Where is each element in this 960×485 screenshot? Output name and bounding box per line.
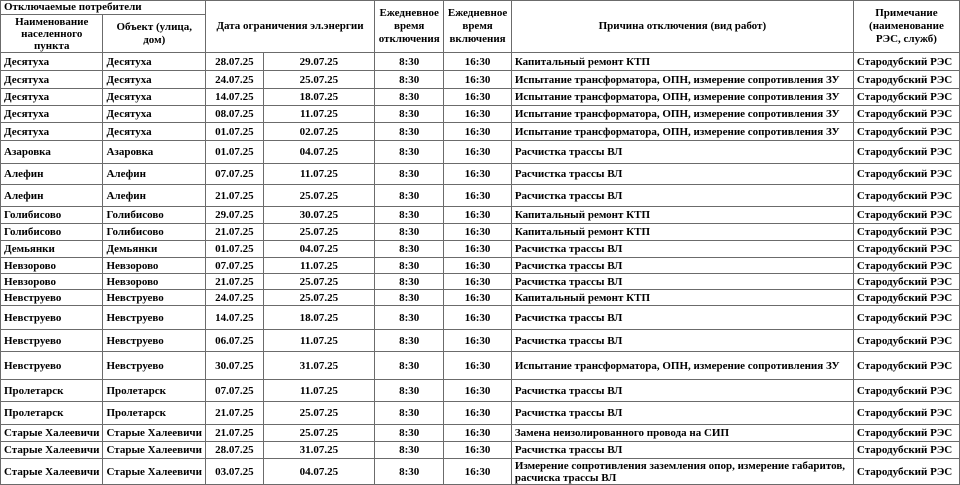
cell-date-to: 11.07.25: [263, 258, 374, 274]
cell-off-time: 8:30: [375, 459, 444, 485]
cell-object: Невзорово: [103, 274, 205, 290]
header-object: Объект (улица, дом): [103, 15, 205, 53]
cell-locality: Алефин: [1, 185, 103, 207]
table-row: [1, 185, 960, 207]
cell-on-time: 16:30: [444, 106, 512, 123]
cell-on-time: 16:30: [444, 425, 512, 442]
cell-locality: Невструево: [1, 330, 103, 352]
cell-date-from: 07.07.25: [205, 164, 263, 185]
cell-off-time: 8:30: [375, 185, 444, 207]
cell-locality: Невструево: [1, 352, 103, 380]
cell-locality: Невструево: [1, 290, 103, 306]
cell-date-from: 21.07.25: [205, 185, 263, 207]
cell-off-time: 8:30: [375, 89, 444, 106]
cell-locality: Старые Халеевичи: [1, 425, 103, 442]
cell-date-to: 31.07.25: [263, 442, 374, 459]
cell-date-from: 06.07.25: [205, 330, 263, 352]
table-row: [1, 459, 960, 485]
table-row: [1, 380, 960, 402]
cell-date-from: 21.07.25: [205, 274, 263, 290]
table-row: [1, 71, 960, 89]
cell-note: Стародубский РЭС: [853, 185, 959, 207]
cell-date-to: 30.07.25: [263, 207, 374, 224]
cell-date-to: 25.07.25: [263, 185, 374, 207]
cell-on-time: 16:30: [444, 185, 512, 207]
cell-off-time: 8:30: [375, 241, 444, 258]
cell-off-time: 8:30: [375, 274, 444, 290]
cell-off-time: 8:30: [375, 306, 444, 330]
cell-on-time: 16:30: [444, 164, 512, 185]
cell-reason: Замена неизолированного провода на СИП: [511, 425, 853, 442]
table-row: [1, 123, 960, 141]
cell-date-from: 14.07.25: [205, 306, 263, 330]
cell-on-time: 16:30: [444, 442, 512, 459]
table-row: [1, 53, 960, 71]
cell-date-to: 25.07.25: [263, 402, 374, 425]
table-row: [1, 290, 960, 306]
table-row: [1, 425, 960, 442]
cell-off-time: 8:30: [375, 330, 444, 352]
cell-date-from: 03.07.25: [205, 459, 263, 485]
cell-object: Старые Халеевичи: [103, 459, 205, 485]
cell-object: Невструево: [103, 352, 205, 380]
cell-date-to: 25.07.25: [263, 425, 374, 442]
cell-locality: Десятуха: [1, 123, 103, 141]
cell-date-to: 04.07.25: [263, 241, 374, 258]
header-reason: Причина отключения (вид работ): [511, 1, 853, 53]
table-row: [1, 141, 960, 164]
cell-date-from: 21.07.25: [205, 224, 263, 241]
table-row: [1, 330, 960, 352]
cell-on-time: 16:30: [444, 53, 512, 71]
cell-on-time: 16:30: [444, 402, 512, 425]
header-dates: Дата ограничения эл.энергии: [205, 1, 374, 53]
cell-date-to: 25.07.25: [263, 224, 374, 241]
cell-reason: Расчистка трассы ВЛ: [511, 258, 853, 274]
table-row: [1, 241, 960, 258]
cell-off-time: 8:30: [375, 106, 444, 123]
cell-note: Стародубский РЭС: [853, 425, 959, 442]
cell-date-to: 11.07.25: [263, 106, 374, 123]
cell-locality: Десятуха: [1, 53, 103, 71]
cell-on-time: 16:30: [444, 141, 512, 164]
cell-locality: Невструево: [1, 306, 103, 330]
cell-date-to: 25.07.25: [263, 290, 374, 306]
cell-date-from: 14.07.25: [205, 89, 263, 106]
table-row: [1, 402, 960, 425]
cell-date-to: 04.07.25: [263, 459, 374, 485]
cell-date-from: 30.07.25: [205, 352, 263, 380]
cell-locality: Демьянки: [1, 241, 103, 258]
cell-date-from: 24.07.25: [205, 290, 263, 306]
cell-date-to: 18.07.25: [263, 306, 374, 330]
cell-object: Азаровка: [103, 141, 205, 164]
cell-object: Десятуха: [103, 89, 205, 106]
cell-off-time: 8:30: [375, 53, 444, 71]
cell-on-time: 16:30: [444, 241, 512, 258]
cell-date-to: 04.07.25: [263, 141, 374, 164]
cell-off-time: 8:30: [375, 207, 444, 224]
cell-note: Стародубский РЭС: [853, 71, 959, 89]
cell-note: Стародубский РЭС: [853, 258, 959, 274]
cell-date-to: 31.07.25: [263, 352, 374, 380]
cell-object: Невструево: [103, 330, 205, 352]
cell-on-time: 16:30: [444, 207, 512, 224]
cell-on-time: 16:30: [444, 274, 512, 290]
cell-date-from: 01.07.25: [205, 141, 263, 164]
cell-on-time: 16:30: [444, 459, 512, 485]
cell-note: Стародубский РЭС: [853, 141, 959, 164]
cell-on-time: 16:30: [444, 71, 512, 89]
header-locality: Наименование населенного пункта: [1, 15, 103, 53]
cell-locality: Алефин: [1, 164, 103, 185]
cell-object: Голибисово: [103, 207, 205, 224]
cell-on-time: 16:30: [444, 290, 512, 306]
cell-locality: Невзорово: [1, 274, 103, 290]
cell-locality: Пролетарск: [1, 380, 103, 402]
cell-reason: Испытание трансформатора, ОПН, измерение сопротивления ЗУ: [511, 71, 853, 89]
cell-object: Невструево: [103, 290, 205, 306]
cell-reason: Расчистка трассы ВЛ: [511, 306, 853, 330]
table-row: [1, 89, 960, 106]
cell-note: Стародубский РЭС: [853, 352, 959, 380]
cell-reason: Расчистка трассы ВЛ: [511, 402, 853, 425]
cell-locality: Старые Халеевичи: [1, 442, 103, 459]
cell-reason: Испытание трансформатора, ОПН, измерение сопротивления ЗУ: [511, 106, 853, 123]
cell-object: Десятуха: [103, 71, 205, 89]
table-row: [1, 258, 960, 274]
cell-note: Стародубский РЭС: [853, 241, 959, 258]
cell-object: Десятуха: [103, 123, 205, 141]
cell-off-time: 8:30: [375, 224, 444, 241]
cell-object: Старые Халеевичи: [103, 425, 205, 442]
header-on-time: Ежедневное время включения: [444, 1, 512, 53]
cell-reason: Расчистка трассы ВЛ: [511, 274, 853, 290]
cell-note: Стародубский РЭС: [853, 306, 959, 330]
cell-date-from: 08.07.25: [205, 106, 263, 123]
table-row: [1, 164, 960, 185]
cell-note: Стародубский РЭС: [853, 106, 959, 123]
cell-on-time: 16:30: [444, 258, 512, 274]
cell-object: Голибисово: [103, 224, 205, 241]
cell-reason: Расчистка трассы ВЛ: [511, 442, 853, 459]
cell-off-time: 8:30: [375, 425, 444, 442]
table-row: [1, 207, 960, 224]
cell-date-to: 25.07.25: [263, 274, 374, 290]
cell-date-to: 29.07.25: [263, 53, 374, 71]
header-group: Отключаемые потребители: [1, 1, 206, 15]
cell-date-from: 24.07.25: [205, 71, 263, 89]
cell-object: Пролетарск: [103, 402, 205, 425]
cell-object: Старые Халеевичи: [103, 442, 205, 459]
cell-object: Невзорово: [103, 258, 205, 274]
table-row: [1, 442, 960, 459]
cell-off-time: 8:30: [375, 402, 444, 425]
header-off-time: Ежедневное время отключения: [375, 1, 444, 53]
cell-date-from: 28.07.25: [205, 442, 263, 459]
cell-on-time: 16:30: [444, 306, 512, 330]
cell-date-to: 18.07.25: [263, 89, 374, 106]
cell-date-to: 11.07.25: [263, 330, 374, 352]
cell-date-from: 21.07.25: [205, 402, 263, 425]
cell-on-time: 16:30: [444, 380, 512, 402]
cell-object: Десятуха: [103, 53, 205, 71]
cell-off-time: 8:30: [375, 290, 444, 306]
cell-locality: Десятуха: [1, 71, 103, 89]
cell-off-time: 8:30: [375, 352, 444, 380]
cell-on-time: 16:30: [444, 89, 512, 106]
cell-note: Стародубский РЭС: [853, 380, 959, 402]
cell-reason: Расчистка трассы ВЛ: [511, 164, 853, 185]
cell-note: Стародубский РЭС: [853, 459, 959, 485]
cell-date-from: 21.07.25: [205, 425, 263, 442]
cell-reason: Расчистка трассы ВЛ: [511, 330, 853, 352]
cell-date-to: 02.07.25: [263, 123, 374, 141]
cell-reason: Испытание трансформатора, ОПН, измерение сопротивления ЗУ: [511, 352, 853, 380]
cell-reason: Расчистка трассы ВЛ: [511, 241, 853, 258]
cell-on-time: 16:30: [444, 330, 512, 352]
cell-off-time: 8:30: [375, 164, 444, 185]
cell-locality: Старые Халеевичи: [1, 459, 103, 485]
cell-reason: Расчистка трассы ВЛ: [511, 141, 853, 164]
cell-date-from: 07.07.25: [205, 380, 263, 402]
cell-reason: Расчистка трассы ВЛ: [511, 185, 853, 207]
table-row: [1, 106, 960, 123]
cell-off-time: 8:30: [375, 258, 444, 274]
cell-reason: Капитальный ремонт КТП: [511, 224, 853, 241]
cell-off-time: 8:30: [375, 71, 444, 89]
cell-locality: Невзорово: [1, 258, 103, 274]
cell-object: Алефин: [103, 164, 205, 185]
cell-locality: Десятуха: [1, 106, 103, 123]
cell-date-from: 28.07.25: [205, 53, 263, 71]
cell-object: Алефин: [103, 185, 205, 207]
cell-off-time: 8:30: [375, 380, 444, 402]
cell-reason: Капитальный ремонт КТП: [511, 53, 853, 71]
cell-note: Стародубский РЭС: [853, 274, 959, 290]
table-row: [1, 274, 960, 290]
cell-object: Невструево: [103, 306, 205, 330]
cell-locality: Десятуха: [1, 89, 103, 106]
cell-date-from: 29.07.25: [205, 207, 263, 224]
cell-on-time: 16:30: [444, 224, 512, 241]
header-note: Примечание (наименование РЭС, служб): [853, 1, 959, 53]
cell-note: Стародубский РЭС: [853, 442, 959, 459]
cell-locality: Голибисово: [1, 207, 103, 224]
cell-off-time: 8:30: [375, 141, 444, 164]
cell-on-time: 16:30: [444, 352, 512, 380]
cell-note: Стародубский РЭС: [853, 123, 959, 141]
cell-date-from: 01.07.25: [205, 123, 263, 141]
cell-reason: Измерение сопротивления заземления опор, измерение габаритов, расчиска трассы ВЛ: [511, 459, 853, 485]
cell-note: Стародубский РЭС: [853, 207, 959, 224]
cell-note: Стародубский РЭС: [853, 402, 959, 425]
cell-reason: Капитальный ремонт КТП: [511, 290, 853, 306]
cell-date-to: 11.07.25: [263, 164, 374, 185]
cell-note: Стародубский РЭС: [853, 224, 959, 241]
cell-locality: Пролетарск: [1, 402, 103, 425]
cell-locality: Голибисово: [1, 224, 103, 241]
cell-object: Десятуха: [103, 106, 205, 123]
cell-note: Стародубский РЭС: [853, 53, 959, 71]
cell-object: Пролетарск: [103, 380, 205, 402]
cell-note: Стародубский РЭС: [853, 164, 959, 185]
cell-off-time: 8:30: [375, 123, 444, 141]
cell-note: Стародубский РЭС: [853, 330, 959, 352]
cell-date-from: 01.07.25: [205, 241, 263, 258]
table-row: [1, 352, 960, 380]
cell-object: Демьянки: [103, 241, 205, 258]
cell-date-to: 25.07.25: [263, 71, 374, 89]
cell-note: Стародубский РЭС: [853, 89, 959, 106]
cell-reason: Испытание трансформатора, ОПН, измерение сопротивления ЗУ: [511, 123, 853, 141]
cell-off-time: 8:30: [375, 442, 444, 459]
table-row: [1, 306, 960, 330]
cell-reason: Испытание трансформатора, ОПН, измерение сопротивления ЗУ: [511, 89, 853, 106]
cell-note: Стародубский РЭС: [853, 290, 959, 306]
cell-date-to: 11.07.25: [263, 380, 374, 402]
table-row: [1, 224, 960, 241]
cell-reason: Расчистка трассы ВЛ: [511, 380, 853, 402]
cell-reason: Капитальный ремонт КТП: [511, 207, 853, 224]
cell-date-from: 07.07.25: [205, 258, 263, 274]
cell-locality: Азаровка: [1, 141, 103, 164]
cell-on-time: 16:30: [444, 123, 512, 141]
